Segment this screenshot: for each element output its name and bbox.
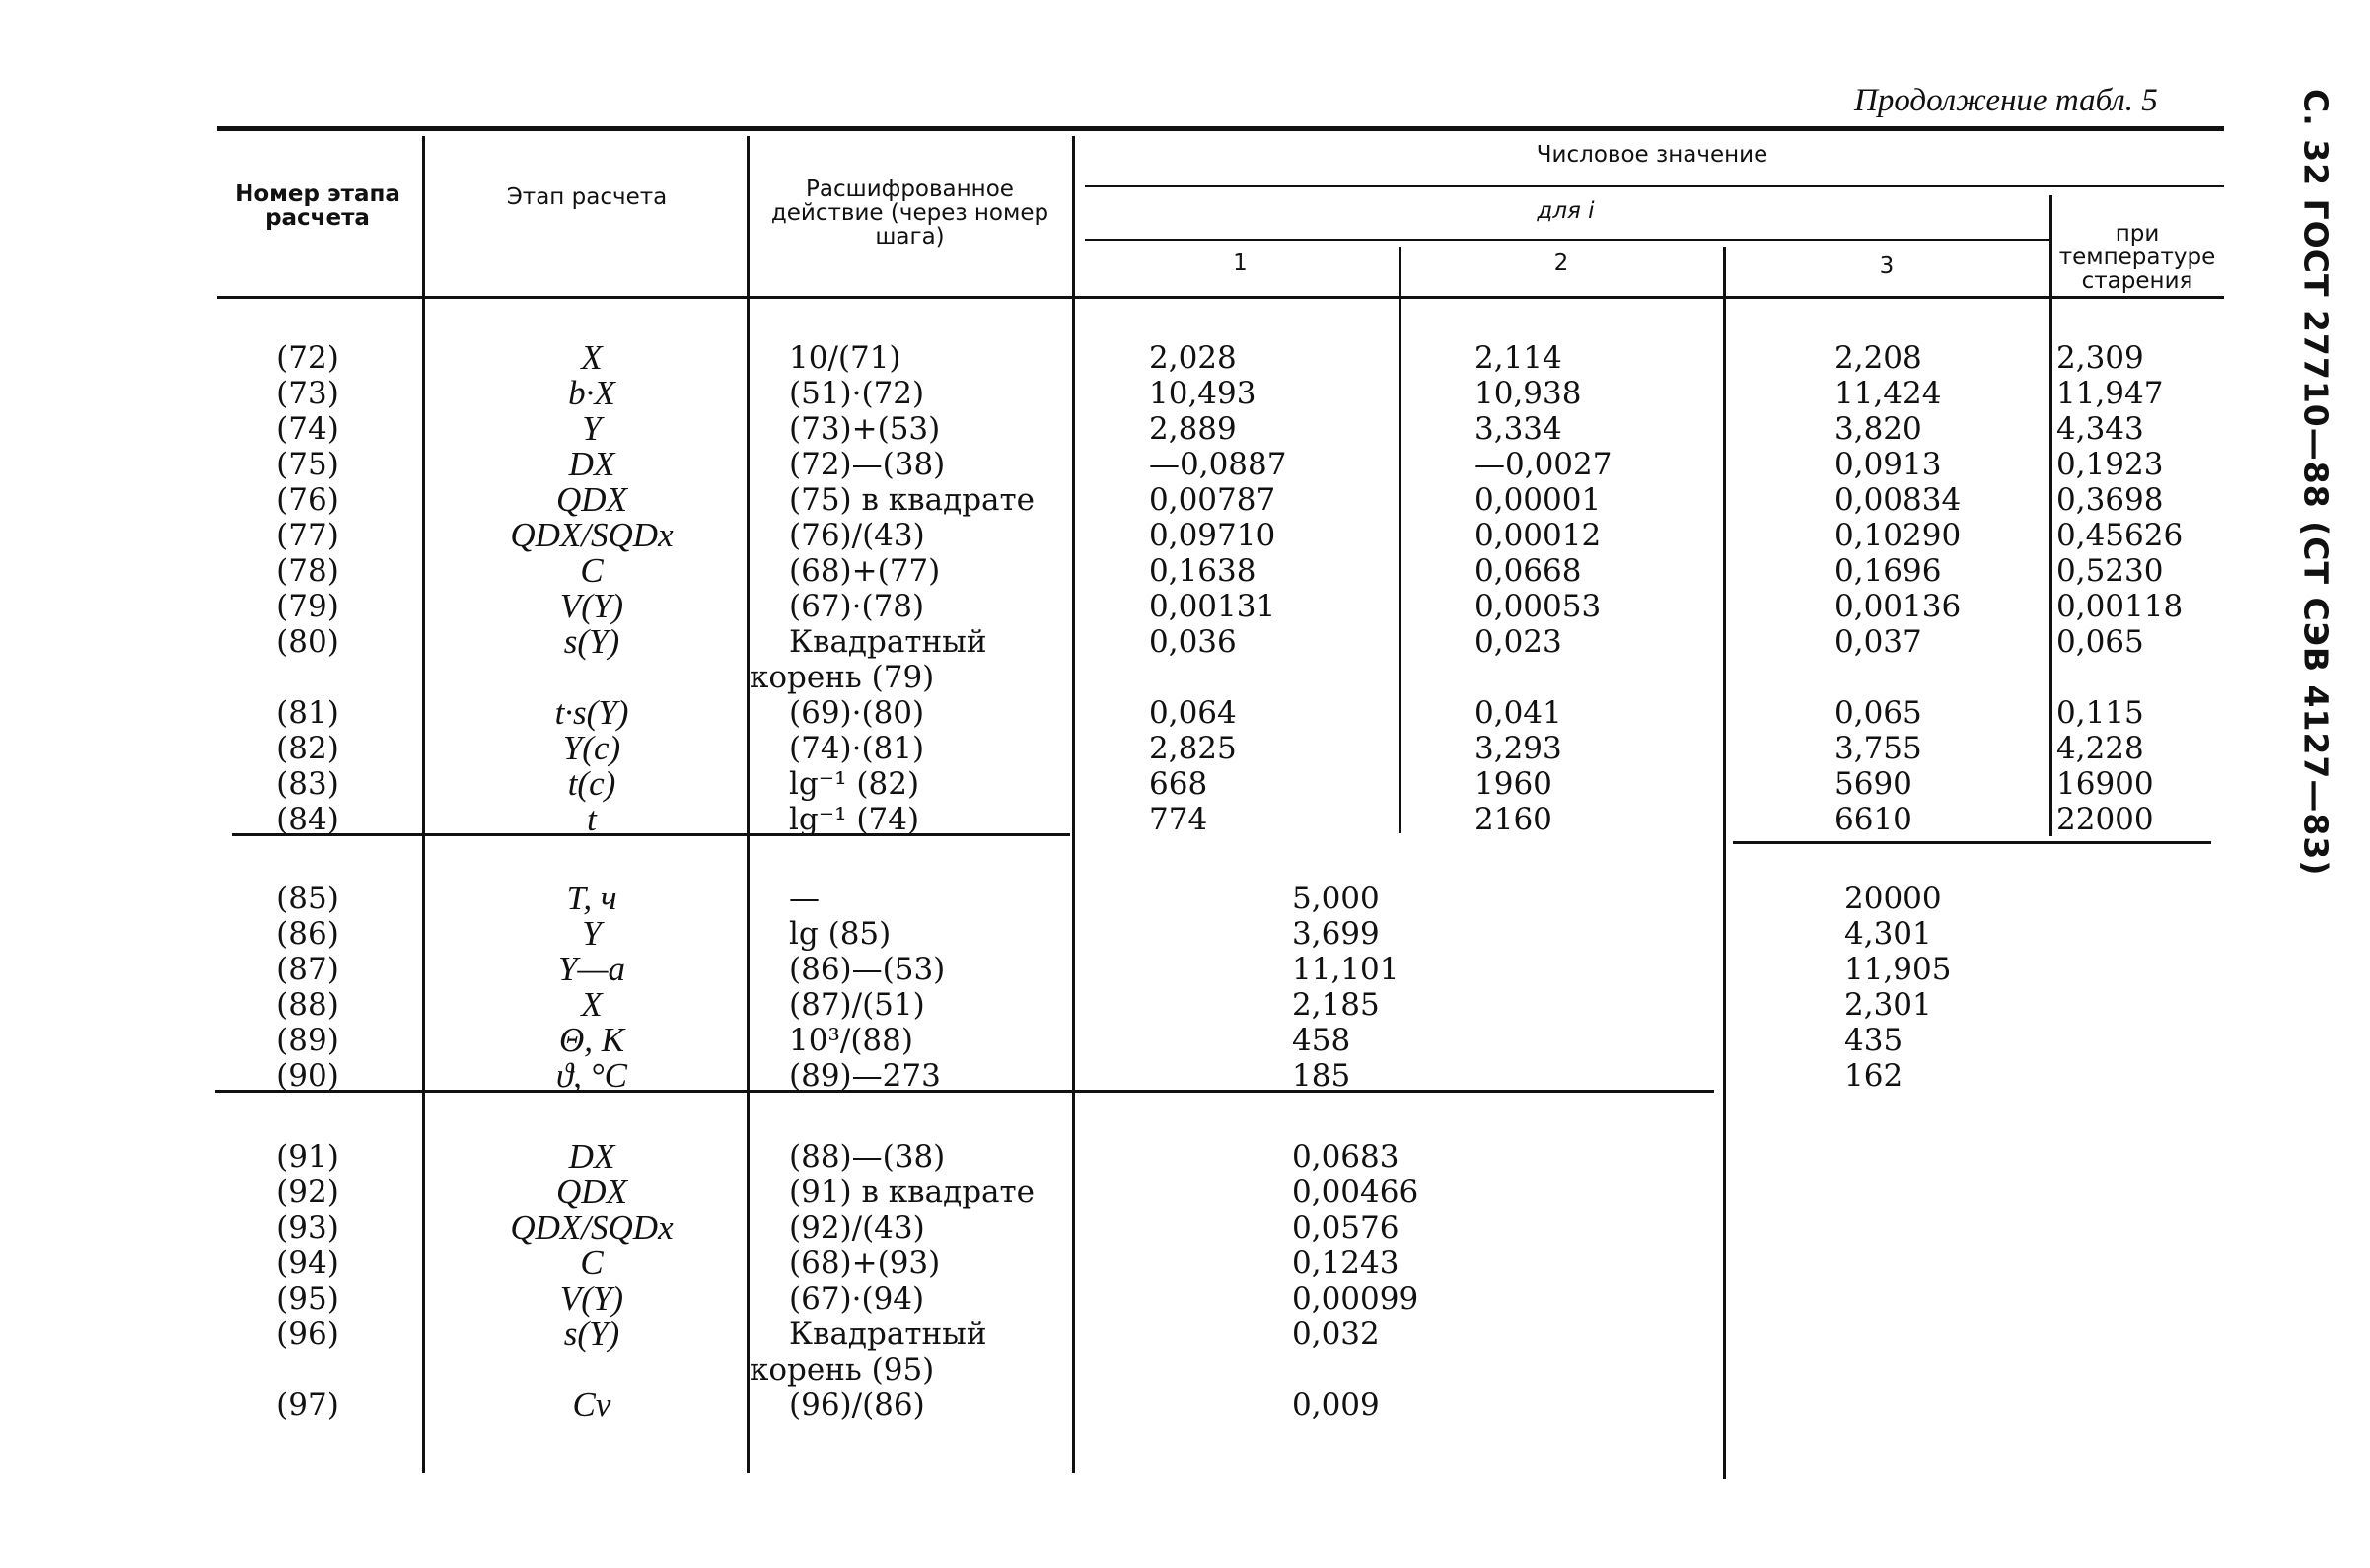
value-aging-temp: 0,45626: [2056, 518, 2184, 553]
table-row: [0, 622, 2268, 695]
action: (92)/(43): [789, 1210, 925, 1246]
value-i2: 10,938: [1474, 376, 1582, 411]
value-i2: 0,00001: [1474, 482, 1602, 518]
stage-symbol: b·X: [568, 374, 615, 412]
action: (67)·(78): [789, 589, 925, 624]
table-row: [0, 589, 2268, 624]
stage-number: (89): [276, 1023, 339, 1058]
stage-symbol: X: [581, 338, 603, 377]
stage-symbol: QDX: [556, 480, 627, 519]
value-i1: 0,1638: [1149, 553, 1257, 589]
stage-number: (85): [276, 881, 339, 916]
header-numeric-value: Числовое значение: [1536, 142, 1768, 168]
value-aging-temp: 0,1923: [2056, 447, 2164, 482]
value-left: 0,00466: [1292, 1175, 1419, 1210]
header-col-2: 2: [1553, 250, 1569, 276]
value-left: 0,0576: [1292, 1210, 1400, 1246]
value-left: 0,00099: [1292, 1281, 1419, 1317]
stage-symbol: ϑ, °C: [555, 1056, 628, 1095]
value-i1: 2,825: [1149, 731, 1237, 766]
value-i2: 0,00053: [1474, 589, 1602, 624]
value-right: 20000: [1844, 881, 1942, 916]
value-aging-temp: 0,00118: [2056, 589, 2184, 624]
stage-number: (79): [276, 589, 339, 624]
stage-number: (92): [276, 1175, 339, 1210]
table-row: [0, 987, 2268, 1023]
value-i1: 0,064: [1149, 695, 1237, 731]
side-header-text: С. 32 ГОСТ 27710—88 (СТ СЭВ 4127—83): [2296, 89, 2335, 877]
stage-symbol: C: [580, 1244, 604, 1282]
value-i1: 668: [1149, 766, 1208, 802]
stage-number: (76): [276, 482, 339, 518]
action: 10³/(88): [789, 1023, 913, 1058]
value-left: 458: [1292, 1023, 1351, 1058]
action: Квадратный: [789, 624, 987, 660]
stage-symbol: Y: [582, 409, 602, 448]
stage-number: (97): [276, 1388, 339, 1423]
for-i-rule: [1085, 239, 2051, 241]
header-aging-temp: при температуре старения: [2058, 221, 2216, 295]
header-action: Расшифрованное действие (через номер шага): [770, 177, 1049, 250]
block1-bottom-rule-right: [1733, 841, 2211, 844]
stage-number: (94): [276, 1246, 339, 1281]
value-i1: 774: [1149, 802, 1208, 837]
stage-symbol: Y: [582, 914, 602, 953]
table-row: [0, 340, 2268, 376]
table-row: [0, 482, 2268, 518]
action: (86)—(53): [789, 952, 946, 987]
stage-symbol: QDX/SQDx: [510, 1208, 674, 1247]
stage-symbol: Cv: [572, 1386, 611, 1424]
value-i2: 3,334: [1474, 411, 1562, 447]
table-row: [0, 881, 2268, 916]
header-bottom-rule: [217, 296, 2224, 299]
table-row: [0, 1175, 2268, 1210]
value-right: 4,301: [1844, 916, 1932, 952]
value-i3: 0,065: [1834, 695, 1922, 731]
stage-symbol: C: [580, 551, 604, 590]
stage-symbol: Y(c): [562, 729, 621, 767]
stage-symbol: DX: [568, 445, 615, 483]
value-i2: 0,00012: [1474, 518, 1602, 553]
value-i1: 0,00787: [1149, 482, 1276, 518]
stage-symbol: s(Y): [563, 622, 620, 661]
value-aging-temp: 0,065: [2056, 624, 2144, 660]
stage-number: (78): [276, 553, 339, 589]
value-left: 185: [1292, 1058, 1351, 1094]
side-header: [2288, 89, 2343, 877]
stage-number: (73): [276, 376, 339, 411]
stage-number: (77): [276, 518, 339, 553]
stage-symbol: DX: [568, 1137, 615, 1176]
action: (88)—(38): [789, 1139, 946, 1175]
stage-number: (72): [276, 340, 339, 376]
stage-symbol: t: [587, 800, 597, 838]
value-aging-temp: 2,309: [2056, 340, 2144, 376]
value-i1: 0,00131: [1149, 589, 1276, 624]
value-i2: 2160: [1474, 802, 1552, 837]
action: (89)—273: [789, 1058, 941, 1094]
table-row: [0, 1210, 2268, 1246]
value-i3: 2,208: [1834, 340, 1922, 376]
header-stage: Этап расчета: [506, 184, 668, 210]
stage-number: (75): [276, 447, 339, 482]
table-row: [0, 376, 2268, 411]
action: (73)+(53): [789, 411, 941, 447]
table-row: [0, 1058, 2268, 1094]
table-row: [0, 695, 2268, 731]
stage-symbol: t(c): [567, 764, 616, 803]
table-row: [0, 1315, 2268, 1388]
stage-symbol: t·s(Y): [554, 693, 629, 732]
action: (74)·(81): [789, 731, 925, 766]
action: lg⁻¹ (82): [789, 766, 920, 802]
stage-symbol: s(Y): [563, 1315, 620, 1353]
table-row: [0, 447, 2268, 482]
value-right: 2,301: [1844, 987, 1932, 1023]
value-i3: 5690: [1834, 766, 1912, 802]
action: Квадратный: [789, 1317, 987, 1352]
stage-number: (96): [276, 1317, 339, 1352]
value-i3: 0,00136: [1834, 589, 1962, 624]
table-row: [0, 731, 2268, 766]
table-row: [0, 1023, 2268, 1058]
value-aging-temp: 11,947: [2056, 376, 2164, 411]
value-i3: 3,820: [1834, 411, 1922, 447]
stage-symbol: V(Y): [559, 587, 624, 625]
stage-number: (95): [276, 1281, 339, 1317]
stage-number: (84): [276, 802, 339, 837]
stage-number: (74): [276, 411, 339, 447]
header-col-1: 1: [1233, 250, 1248, 276]
continuation-title: Продолжение табл. 5: [1854, 83, 2158, 118]
value-i2: 0,023: [1474, 624, 1562, 660]
header-for-i: для i: [1537, 198, 1595, 224]
stage-number: (86): [276, 916, 339, 952]
action: lg (85): [789, 916, 892, 952]
value-right: 11,905: [1844, 952, 1952, 987]
action: (67)·(94): [789, 1281, 925, 1317]
table-row: [0, 553, 2268, 589]
value-i3: 0,00834: [1834, 482, 1962, 518]
stage-symbol: T, ч: [566, 879, 617, 917]
value-right: 162: [1844, 1058, 1903, 1094]
stage-symbol: V(Y): [559, 1279, 624, 1318]
stage-symbol: Y—a: [557, 950, 626, 988]
action: (68)+(93): [789, 1246, 941, 1281]
action: (68)+(77): [789, 553, 941, 589]
value-left: 0,1243: [1292, 1246, 1400, 1281]
action: (75) в квадрате: [789, 482, 1036, 518]
header-col-3: 3: [1879, 253, 1895, 279]
value-aging-temp: 0,3698: [2056, 482, 2164, 518]
value-left: 0,009: [1292, 1388, 1380, 1423]
value-i2: 0,041: [1474, 695, 1562, 731]
table-row: [0, 1281, 2268, 1317]
value-i2: —0,0027: [1474, 447, 1613, 482]
table-row: [0, 916, 2268, 952]
value-aging-temp: 4,343: [2056, 411, 2144, 447]
value-aging-temp: 4,228: [2056, 731, 2144, 766]
action: 10/(71): [789, 340, 901, 376]
action: (72)—(38): [789, 447, 946, 482]
value-aging-temp: 22000: [2056, 802, 2154, 837]
value-i3: 11,424: [1834, 376, 1942, 411]
table-row: [0, 1388, 2268, 1423]
value-right: 435: [1844, 1023, 1903, 1058]
numeric-value-rule: [1085, 185, 2224, 187]
value-i2: 1960: [1474, 766, 1552, 802]
value-i3: 0,037: [1834, 624, 1922, 660]
table-row: [0, 1139, 2268, 1175]
value-left: 3,699: [1292, 916, 1380, 952]
action-continuation: корень (95): [750, 1352, 935, 1388]
stage-number: (83): [276, 766, 339, 802]
value-i1: 2,889: [1149, 411, 1237, 447]
table-row: [0, 518, 2268, 553]
value-left: 2,185: [1292, 987, 1380, 1023]
value-i2: 2,114: [1474, 340, 1562, 376]
action: (69)·(80): [789, 695, 925, 731]
action: (76)/(43): [789, 518, 925, 553]
stage-symbol: QDX/SQDx: [510, 516, 674, 554]
table-row: [0, 802, 2268, 837]
value-i3: 3,755: [1834, 731, 1922, 766]
stage-number: (91): [276, 1139, 339, 1175]
table-row: [0, 411, 2268, 447]
action: lg⁻¹ (74): [789, 802, 920, 837]
stage-symbol: X: [581, 985, 603, 1024]
stage-number: (80): [276, 624, 339, 660]
value-aging-temp: 0,115: [2056, 695, 2144, 731]
value-left: 5,000: [1292, 881, 1380, 916]
stage-number: (82): [276, 731, 339, 766]
value-left: 0,0683: [1292, 1139, 1400, 1175]
action: (51)·(72): [789, 376, 925, 411]
value-i1: 2,028: [1149, 340, 1237, 376]
value-i3: 0,0913: [1834, 447, 1942, 482]
value-left: 11,101: [1292, 952, 1400, 987]
header-stage-number: Номер этапа расчета: [235, 181, 400, 232]
table-row: [0, 1246, 2268, 1281]
action-continuation: корень (79): [750, 660, 935, 695]
stage-symbol: QDX: [556, 1173, 627, 1211]
value-i2: 3,293: [1474, 731, 1562, 766]
stage-number: (93): [276, 1210, 339, 1246]
value-i1: 0,036: [1149, 624, 1237, 660]
stage-number: (87): [276, 952, 339, 987]
action: —: [789, 881, 820, 916]
value-i1: —0,0887: [1149, 447, 1287, 482]
stage-number: (88): [276, 987, 339, 1023]
value-left: 0,032: [1292, 1317, 1380, 1352]
value-i1: 10,493: [1149, 376, 1257, 411]
value-i3: 0,1696: [1834, 553, 1942, 589]
action: (91) в квадрате: [789, 1175, 1036, 1210]
table-top-rule: [217, 126, 2224, 131]
action: (87)/(51): [789, 987, 925, 1023]
action: (96)/(86): [789, 1388, 925, 1423]
value-aging-temp: 16900: [2056, 766, 2154, 802]
value-i1: 0,09710: [1149, 518, 1276, 553]
stage-symbol: Θ, K: [558, 1021, 625, 1059]
stage-number: (81): [276, 695, 339, 731]
value-i3: 0,10290: [1834, 518, 1962, 553]
table-row: [0, 766, 2268, 802]
value-i3: 6610: [1834, 802, 1912, 837]
value-i2: 0,0668: [1474, 553, 1582, 589]
table-row: [0, 952, 2268, 987]
value-aging-temp: 0,5230: [2056, 553, 2164, 589]
stage-number: (90): [276, 1058, 339, 1094]
